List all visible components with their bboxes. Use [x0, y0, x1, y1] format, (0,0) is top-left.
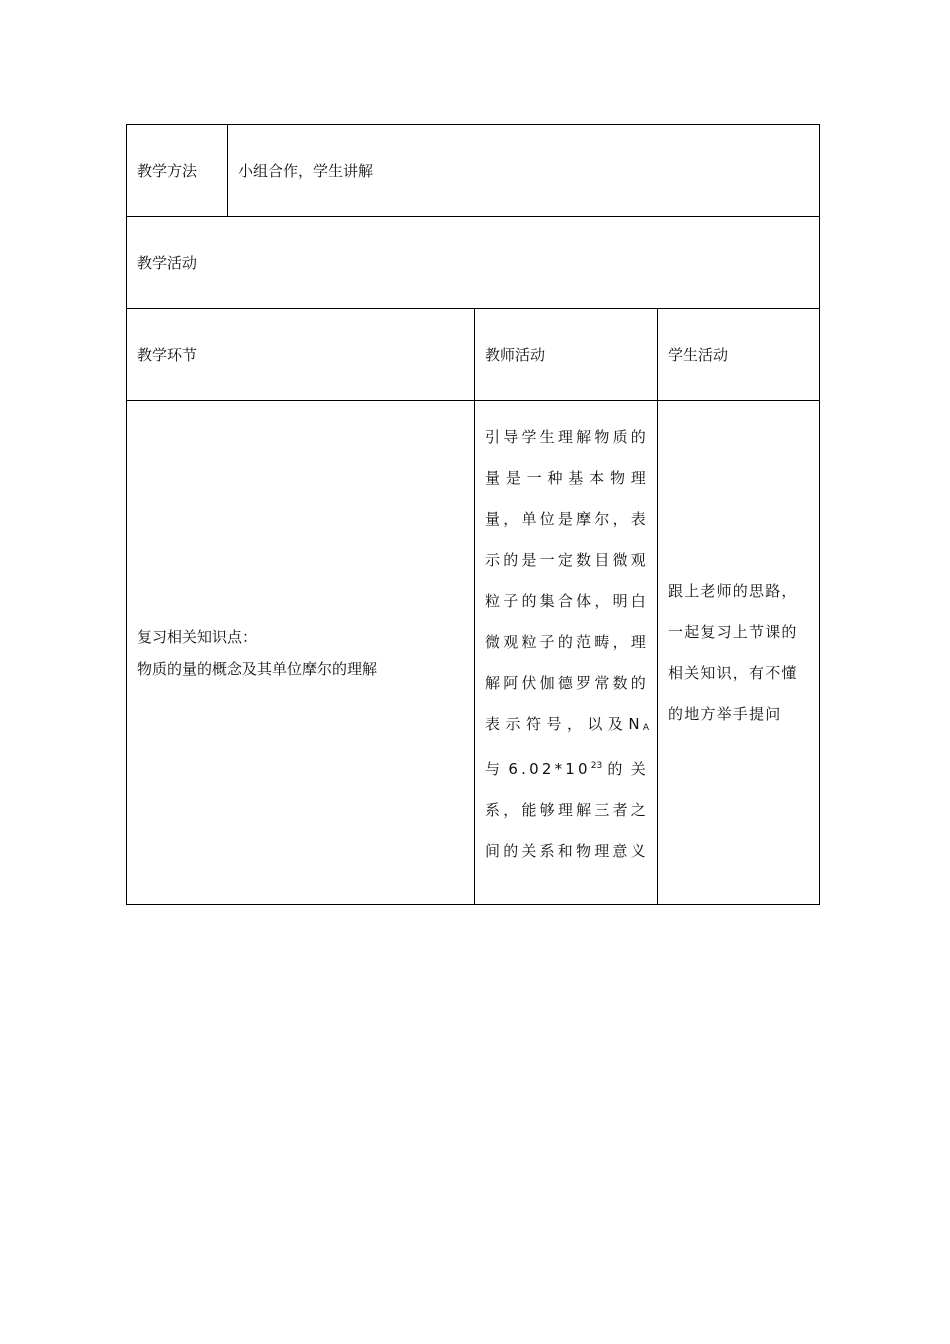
activity-row [127, 217, 820, 309]
teacher-header: 教师活动 [475, 309, 658, 401]
teacher-text-part1: 引导学生理解物质的量是一种基本物理量，单位是摩尔，表示的是一定数目微观粒子的集合体，明白微观粒子的范畴，理解阿伏伽德罗常数的表示符号，以及N [485, 428, 649, 733]
activity-label: 教学活动 [127, 217, 820, 309]
stage-line-2: 物质的量的概念及其单位摩尔的理解 [137, 659, 378, 678]
teacher-activity-cell [475, 401, 658, 905]
student-activity-text: 跟上老师的思路，一起复习上节课的相关知识，有不懂的地方举手提问 [668, 581, 798, 723]
student-activity-cell [658, 401, 820, 905]
stage-line-1: 复习相关知识点： [137, 627, 258, 646]
stage-cell [127, 401, 475, 905]
method-value: 小组合作，学生讲解 [228, 125, 820, 217]
student-header: 学生活动 [658, 309, 820, 401]
teacher-text-part2: 与6.02*10 [485, 760, 591, 778]
na-subscript: A [642, 723, 649, 733]
exponent-superscript: 23 [590, 761, 603, 771]
content-row [127, 401, 820, 905]
teacher-activity-text [485, 417, 649, 872]
method-label: 教学方法 [127, 125, 228, 217]
header-row [127, 309, 820, 401]
method-row [127, 125, 820, 217]
teacher-text-part3: 的关系，能够理解三者之间的关系和物理意义 [485, 760, 649, 860]
stage-header: 教学环节 [127, 309, 475, 401]
lesson-plan-table [126, 124, 820, 905]
